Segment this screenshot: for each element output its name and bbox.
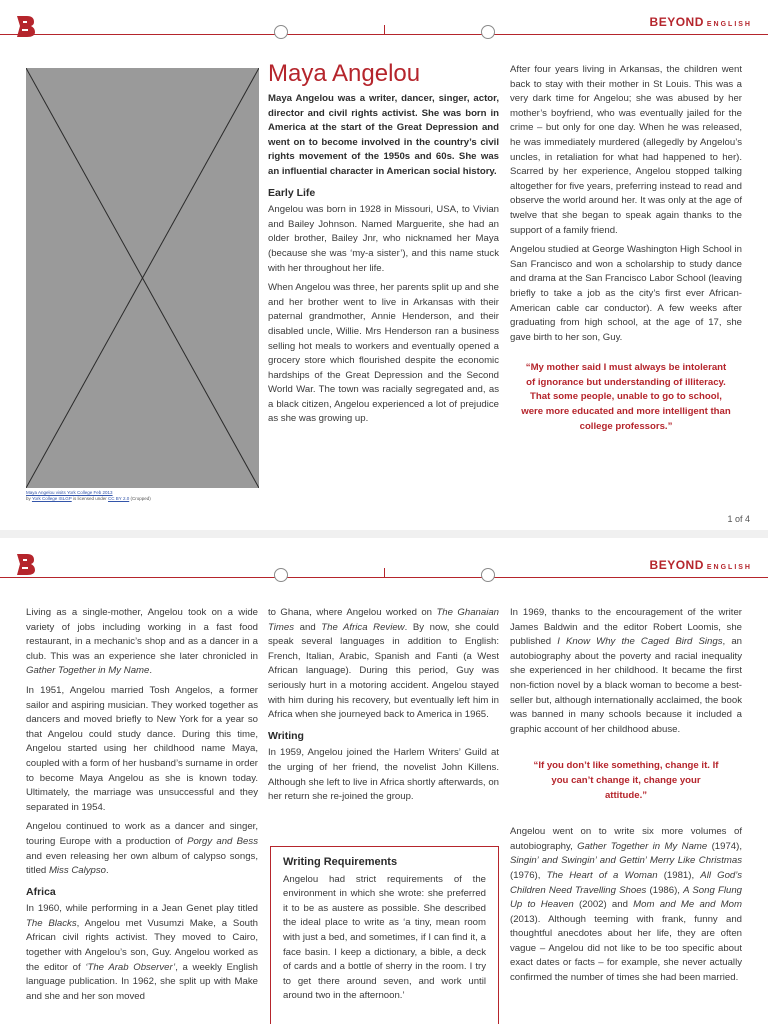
pull-quote: “My mother said I must always be intolerant of ignorance but understanding of illiteracy. That some people, unable to go to school, were more educated and more intelligent than college professors.”	[521, 362, 731, 432]
caption-license-link[interactable]: CC BY 2.0	[108, 496, 130, 501]
binder-hole-icon	[274, 568, 288, 582]
column-right	[510, 63, 742, 450]
brand-wordmark: BEYOND ENGLISH	[649, 15, 752, 29]
center-mark	[384, 568, 385, 577]
paragraph: Living as a single-mother, Angelou took on a wide variety of jobs including working in a fast food restaurant, in a mechanic’s shop and as a dancer in a club. This was an experience she later chronicled in Gather Together in My Name.	[26, 607, 258, 677]
paragraph: Angelou continued to work as a dancer and singer, touring Europe with a production of Porgy and Bess and even releasing her own album of calypso songs, titled Miss Calypso.	[26, 821, 258, 877]
image-placeholder-icon	[26, 68, 259, 488]
header-rule	[0, 34, 768, 35]
binder-hole-icon	[481, 25, 495, 39]
paragraph: When Angelou was three, her parents split up and she and her brother went to live in Arkansas with their paternal grandmother, Annie Henderson, and their disabled uncle, Willie. Mrs Henderson ran a business selling hot meals to workers and eventually opened a grocery store which flourished despite the economic hardships of the Great Depression and the Second World War. The town was racially segregated and, as a black citizen, Angelou experienced a lot of prejudice as she was growing up.	[268, 282, 499, 425]
column-left-p2	[26, 606, 258, 1009]
paragraph: Angelou was born in 1928 in Missouri, USA, to Vivian and Bailey Johnson. Named Marguerite, she had an older brother, Bailey Jnr, who nicknamed her Maya (because she was ‘my-a sister’), and this name stuck with her throughout her life.	[268, 204, 499, 274]
paragraph: Angelou went on to write six more volumes of autobiography, Gather Together in My Name (1974), Singin’ and Swingin’ and Gettin’ Merry Like Christmas (1976), The Heart of a Woman (1981), All God’s Children Need Travelling Shoes (1986), A Song Flung Up to Heaven (2002) and Mom and Me and Mom (2013). Although teeming with frank, funny and thoughtful anecdotes about her life, they are often vague – Angelou did not like to be too specific about exact dates or facts – for example, she never actually confirmed the number of times she had been married.	[510, 826, 743, 984]
page-gap	[0, 530, 768, 538]
binder-hole-icon	[481, 568, 495, 582]
photo-caption: Maya Angelou visits York College Feb 2013 by York College ISLGP is licensed under CC BY 2.0 (Cropped)	[26, 490, 151, 501]
paragraph: to Ghana, where Angelou worked on The Ghanaian Times and The Africa Review. By now, she could speak several languages in addition to English: French, Italian, Arabic, Spanish and Fanti (a West African language). During this period, Guy was seriously hurt in a motoring accident. Angelou stayed with him during his recovery, but eventually left him in Africa when she journeyed back to America in 1965.	[268, 607, 500, 721]
paragraph: In 1951, Angelou married Tosh Angelos, a former sailor and aspiring musician. They worked together as dancers and moved briefly to New York for a year so that Angelou could study dance. During this time, Angelou started using her childhood name Maya, coupled with a form of her husband’s surname in order to become Maya Angelou as she is known today. Ultimately, the marriage was unsuccessful and they separated in 1954.	[26, 684, 258, 813]
beyond-logo-icon	[14, 552, 36, 576]
header-rule	[0, 577, 768, 578]
heading-early-life: Early Life	[268, 186, 316, 199]
caption-title-link[interactable]: Maya Angelou visits York College Feb 2013	[26, 490, 113, 495]
heading-africa: Africa	[26, 885, 56, 898]
sidebar-box-writing-requirements	[270, 846, 499, 1024]
pull-quote: “If you don’t like something, change it. If you can’t change it, change your attitude.”	[533, 760, 719, 801]
paragraph: In 1960, while performing in a Jean Genet play titled The Blacks, Angelou met Vusumzi Make, a South African civil rights activist. They moved to Cairo, together with Angelou’s son, Guy. Angelou worked as the editor of ‘The Arab Observer’, a weekly English language publication. In 1962, she split up with Make and she and her son moved	[26, 903, 258, 1002]
caption-author-link[interactable]: York College ISLGP	[31, 496, 72, 501]
page-number: 1 of 4	[727, 514, 750, 524]
paragraph: In 1959, Angelou joined the Harlem Writers’ Guild at the urging of her friend, the novelist John Killens. Although she left to live in Africa shortly afterwards, on her return she re-joined the group.	[268, 747, 499, 803]
paragraph: Angelou studied at George Washington High School in San Francisco and won a scholarship to study dance and drama at the San Francisco Labor School (leaving briefly to take a job as the city’s first ever African-American cable car conductor). A few weeks after graduating from high school, at the age of 17, she gave birth to her son, Guy.	[510, 244, 742, 343]
column-right-p2	[510, 606, 742, 991]
photo-placeholder	[26, 68, 259, 488]
center-mark	[384, 25, 385, 34]
lead-paragraph: Maya Angelou was a writer, dancer, singer, actor, director and civil rights activist. She was born in America at the start of the Great Depression and went on to become involved in the country’s civil rights movement of the 1950s and 60s. She was an influential character in American social history.	[268, 93, 499, 177]
paragraph: After four years living in Arkansas, the children went back to stay with their mother in St Louis. This was a very dark time for Angelou; she was abused by her mother’s boyfriend, who was eventually jailed for the crime – but only for one day. When he was released, he was immediately murdered (allegedly by Angelou’s uncles, in retaliation for what had happened to her). Scarred by her experience, Angelou stopped talking altogether for five years, preferring instead to read and observe the world around her. It was only at the age of twelve that she began to speak again thanks to the support of a family friend.	[510, 64, 742, 236]
page-title: Maya Angelou	[268, 60, 421, 87]
brand-wordmark: BEYOND ENGLISH	[649, 558, 752, 572]
box-text: Angelou had strict requirements of the environment in which she wrote: she preferred it to be as austere as possible. She described the ideal place to write as ‘a tiny, mean room with just a bed, and sometimes, if I can find it, a face basin. I keep a dictionary, a bible, a deck of cards and a bottle of sherry in the room. I try to get there around seven, and work until around two in the afternoon.’	[283, 873, 486, 1002]
column-middle-p2	[268, 606, 499, 810]
box-heading: Writing Requirements	[283, 856, 398, 868]
column-middle	[268, 60, 499, 432]
paragraph: In 1969, thanks to the encouragement of the writer James Baldwin and the editor Robert Loomis, she published I Know Why the Caged Bird Sings, an autobiography about the poverty and racial inequality she experienced in her childhood. It became the first non-fiction novel by a black woman to become a best-seller but, although internationally acclaimed, the book was banned in many schools because it included a graphic account of her childhood abuse.	[510, 607, 742, 735]
binder-hole-icon	[274, 25, 288, 39]
heading-writing: Writing	[268, 729, 304, 742]
